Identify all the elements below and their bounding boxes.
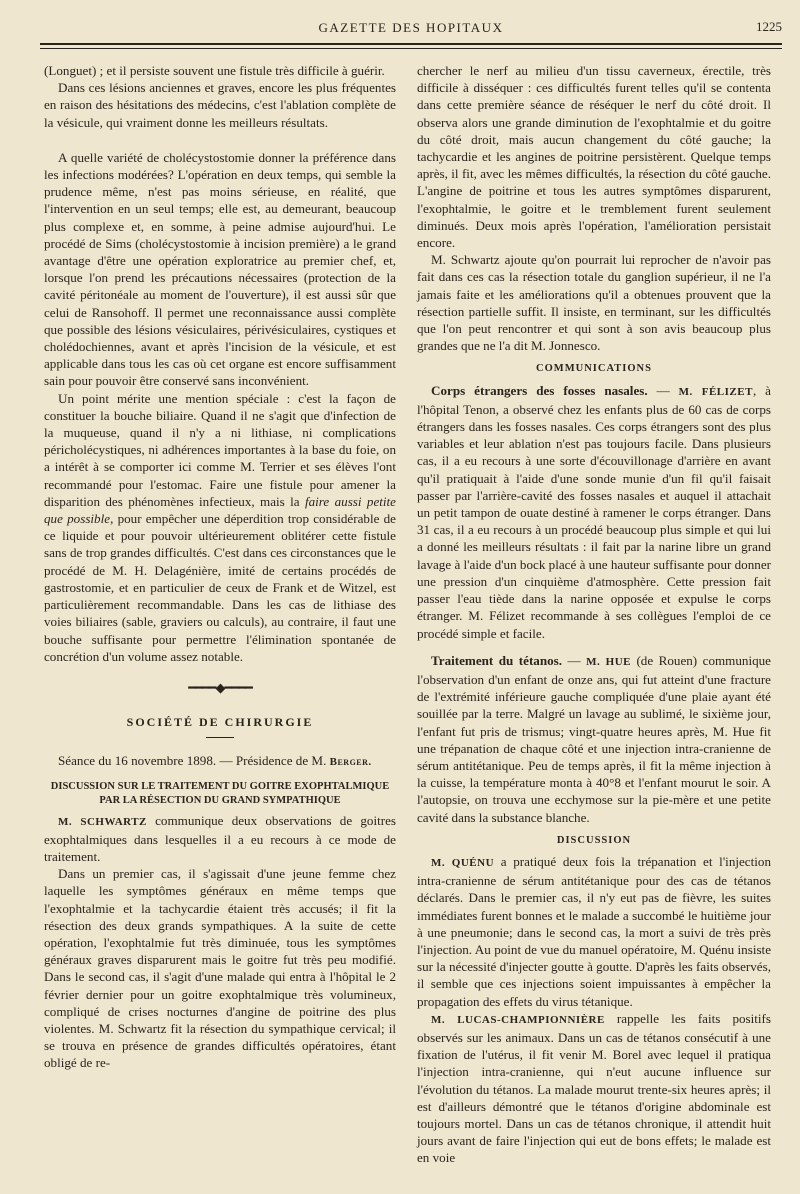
paragraph: chercher le nerf au milieu d'un tissu caverneux, érectile, très difficile à disséquer : ces difficultés furent telles qu'il se contenta dans cette première séance de réséquer le nerf du côté droit. Il observa alors une grande diminution de l'exophtalmie et du goitre du côté droit, mais aucun changement du côté gauche; la tachycardie et les angines de poitrine persistèrent. Quelque temps après, il fit, avec les mêmes difficultés, la résection du côté gauche. L'angine de poitrine et tous les autres symptômes disparurent, l'exophtalmie, le goitre et le tremblement furent seulement diminués. Deux mois après l'opération, l'amélioration persistait encore.	[417, 63, 771, 251]
speaker-name: M. QUÉNU	[431, 856, 495, 869]
paragraph: A quelle variété de cholécystostomie donner la préférence dans les infections modérées? L'opération en deux temps, qui semble la prudence même, n'est pas moins sérieuse, en réalité, que l'intervention en un seul temps; elle est, au demeurant, beaucoup plus complexe et, en somme, à peine admise aujourd'hui. Le procédé de Sims (cholécystostomie à incision première) a le grand avantage d'être une opération exploratrice au premier chef, et, lorsque l'on prend les précautions nécessaires (protection de la cavité péritonéale au moment de l'ouverture), il est aussi sûr que celui de Ransohoff. Il permet une reconnaissance aussi complète que possible des lésions vésiculaires, périvésiculaires, cystiques et cholédochiennes, avant et après l'incision de la vésicule, et est applicable dans tous les cas où cet organe est encore suffisamment sain pour pouvoir être conservé sans inconvénient.	[44, 149, 396, 389]
paragraph: Traitement du tétanos. — M. HUE (de Rouen) communique l'observation d'un enfant de onze ans, qui fut atteint d'une fracture de l'extrémité inférieure gauche compliquée d'une plaie ayant été souillée par la terre. Malgré un lavage au sublimé, le sixième jour, l'enfant fut pris de trismus; vingt-quatre heures après, M. Hue fit une trépanation de chaque côté et une injection intra-cranienne de sérum antitétanique. Peu de temps après, il fit la même injection à la cuisse, la température monta à 40°8 et l'enfant mourut le soir. A l'autopsie, on trouva une ecchymose sur la pie-mère et une petite cavité dans la substance blanche.	[417, 652, 771, 825]
session-line: Séance du 16 novembre 1898. — Présidence de M. Berger.	[58, 753, 372, 769]
italic-phrase: faire aussi petite que possible	[44, 493, 396, 527]
paragraph: Corps étrangers des fosses nasales. — M. FÉLIZET, à l'hôpital Tenon, a observé chez les enfants plus de 60 cas de corps étrangers dans les fosses nasales. Ces corps étrangers sont des plus variables et leur ablation n'est pas toujours facile. Dans plusieurs cas, il a eu recours à une sorte d'écouvillonage d'arrière en avant qu'il pratiquait à l'aide d'une sonde munie d'un fil qu'il faisait passer par l'arrière-cavité des fosses nasales et auquel il attachait un petit tampon de ouate destiné à ramener le corps étranger. Dans 31 cas, il a eu recours à un procédé beaucoup plus simple et qui lui a donné les meilleurs résultats : il fait par la narine libre un grand lavage à l'aide d'un bock placé à une hauteur suffisante pour donner une pression d'un cinquième d'atmosphère. Cette pression fait passer l'eau tiède dans la narine opposée et expulse le corps étranger. M. Félizet recommande à ses collègues l'emploi de ce procédé simple et facile.	[417, 382, 771, 641]
section-heading: COMMUNICATIONS	[536, 363, 652, 375]
speaker-name: M. SCHWARTZ	[58, 815, 147, 828]
paragraph: (Longuet) ; et il persiste souvent une fistule très difficile à guérir.	[44, 63, 385, 78]
paragraph: Dans un premier cas, il s'agissait d'une jeune femme chez laquelle les symptômes généraux en même temps que l'exophtalmie et la tachycardie étaient très accusés; il fit la résection des deux grands sympathiques. A la suite de cette opération, l'exophtalmie fut très diminuée, tous les symptômes généraux graves disparurent mais le goitre fut très peu modifié. Dans le second cas, il s'agit d'une malade qui entra à l'hôpital le 2 février dernier pour un goitre exophtalmique très volumineux, compliqué de crises nocturnes d'angine de poitrine des plus violentes. M. Schwartz fit la résection du sympathique cervical; il se trouva en présence de grandes difficultés opératoires, étant obligé de re-	[44, 866, 396, 1071]
president-name: Berger.	[329, 756, 372, 769]
divider	[206, 737, 234, 738]
speaker-name: M. HUE	[586, 655, 631, 668]
topic-title: Corps étrangers des fosses nasales.	[431, 382, 648, 398]
paragraph: M. LUCAS-CHAMPIONNIÈRE rappelle les faits positifs observés sur les animaux. Dans un cas de tétanos consécutif à une fixation de l'utérus, il fit venir M. Borel avec lequel il pratiqua l'injection intra-cranienne, qui n'eut aucune influence sur l'évolution du tétanos. La malade mourut trente-six heures après; il est d'ailleurs démontré que le tétanos d'origine abdominale est toujours mortel. Dans un cas de tétanos chronique, il attendit huit jours avant de faire l'injection qui eut de bons effets; le malade est en voie	[417, 1010, 772, 1166]
section-ornament: ━━━━◆━━━━	[188, 679, 252, 695]
section-heading: DISCUSSION	[556, 834, 632, 846]
discussion-title: DISCUSSION SUR LE TRAITEMENT DU GOITRE EXOPHTALMIQUE PAR LA RÉSECTION DU GRAND SYMPATHIQUE	[50, 780, 390, 806]
paragraph: M. SCHWARTZ communique deux observations de goitres exophtalmiques dans lesquelles il a eu recours à ce mode de traitement.	[44, 812, 396, 864]
left-column	[44, 62, 396, 1072]
section-heading: SOCIÉTÉ DE CHIRURGIE	[126, 715, 314, 730]
paragraph: M. Schwartz ajoute qu'on pourrait lui reprocher de n'avoir pas fait dans ces cas la résection totale du ganglion supérieur, il ne l'a jamais faite et les améliorations qu'il a obtenues prouvent que la résection partielle suffit. Il insiste, en terminant, sur les difficultés que l'on peut rencontrer et qui sont à son avis beaucoup plus grandes que ne l'a dit M. Jonnesco.	[417, 252, 771, 354]
speaker-name: M. LUCAS-CHAMPIONNIÈRE	[431, 1013, 605, 1026]
page-header	[40, 18, 782, 40]
topic-title: Traitement du tétanos.	[431, 652, 563, 668]
paragraph: Dans ces lésions anciennes et graves, encore les plus fréquentes en raison des hésitations des médecins, c'est l'ablation complète de la vésicule, qui vraiment donne les meilleurs résultats.	[44, 80, 396, 130]
paragraph: M. QUÉNU a pratiqué deux fois la trépanation et l'injection intra-cranienne de sérum antitétanique pour des cas de tétanos déclarés. Dans le premier cas, il n'y eut pas de fièvre, les suites immédiates furent bonnes et le malade a succombé le huitième jour à une pneumonie; dans le second cas, la mort a suivi de très près l'injection. Au point de vue du manuel opératoire, M. Quénu insiste sur la nécessité d'injecter goutte à goutte. D'après les faits observés, il semble que ces injections soient impuissantes à empêcher la propagation des effets du virus tétanique.	[417, 853, 771, 1009]
paragraph: Un point mérite une mention spéciale : c'est la façon de constituer la bouche biliaire. Quand il ne s'agit que d'infection de la muqueuse, quand il n'y a ni lithiase, ni complications péricholécystiques, ni adhérences importantes à la base du foie, on a intérêt à se comporter ici comme M. Terrier et ses élèves l'ont recommandé pour l'estomac. Faire une fistule pour amener la disparition des phénomènes infectieux, mais la faire aussi petite que possible, pour empêcher une déperdition trop considérable de ce liquide et pour pouvoir ultérieurement oblitérer cette fistule sans de trop grandes difficultés. C'est dans ces circonstances que le procédé de M. H. Delagénière, imité de certains procédés de gastrostomie, et en particulier de ceux de Frank et de Witzel, est particulièrement recommandable. Dans les cas de lithiase des voies biliaires (sable, graviers ou calculs), au contraire, il faut une bouche suffisante pour permettre l'élimination spontanée de concrétion d'un volume assez notable.	[44, 390, 396, 664]
header-rule-thin	[40, 48, 782, 49]
header-rule-thick	[40, 43, 782, 45]
page-number: 1225	[756, 19, 782, 34]
speaker-name: M. FÉLIZET	[678, 385, 753, 398]
right-column	[417, 62, 771, 1167]
journal-title: GAZETTE DES HOPITAUX	[318, 20, 504, 35]
